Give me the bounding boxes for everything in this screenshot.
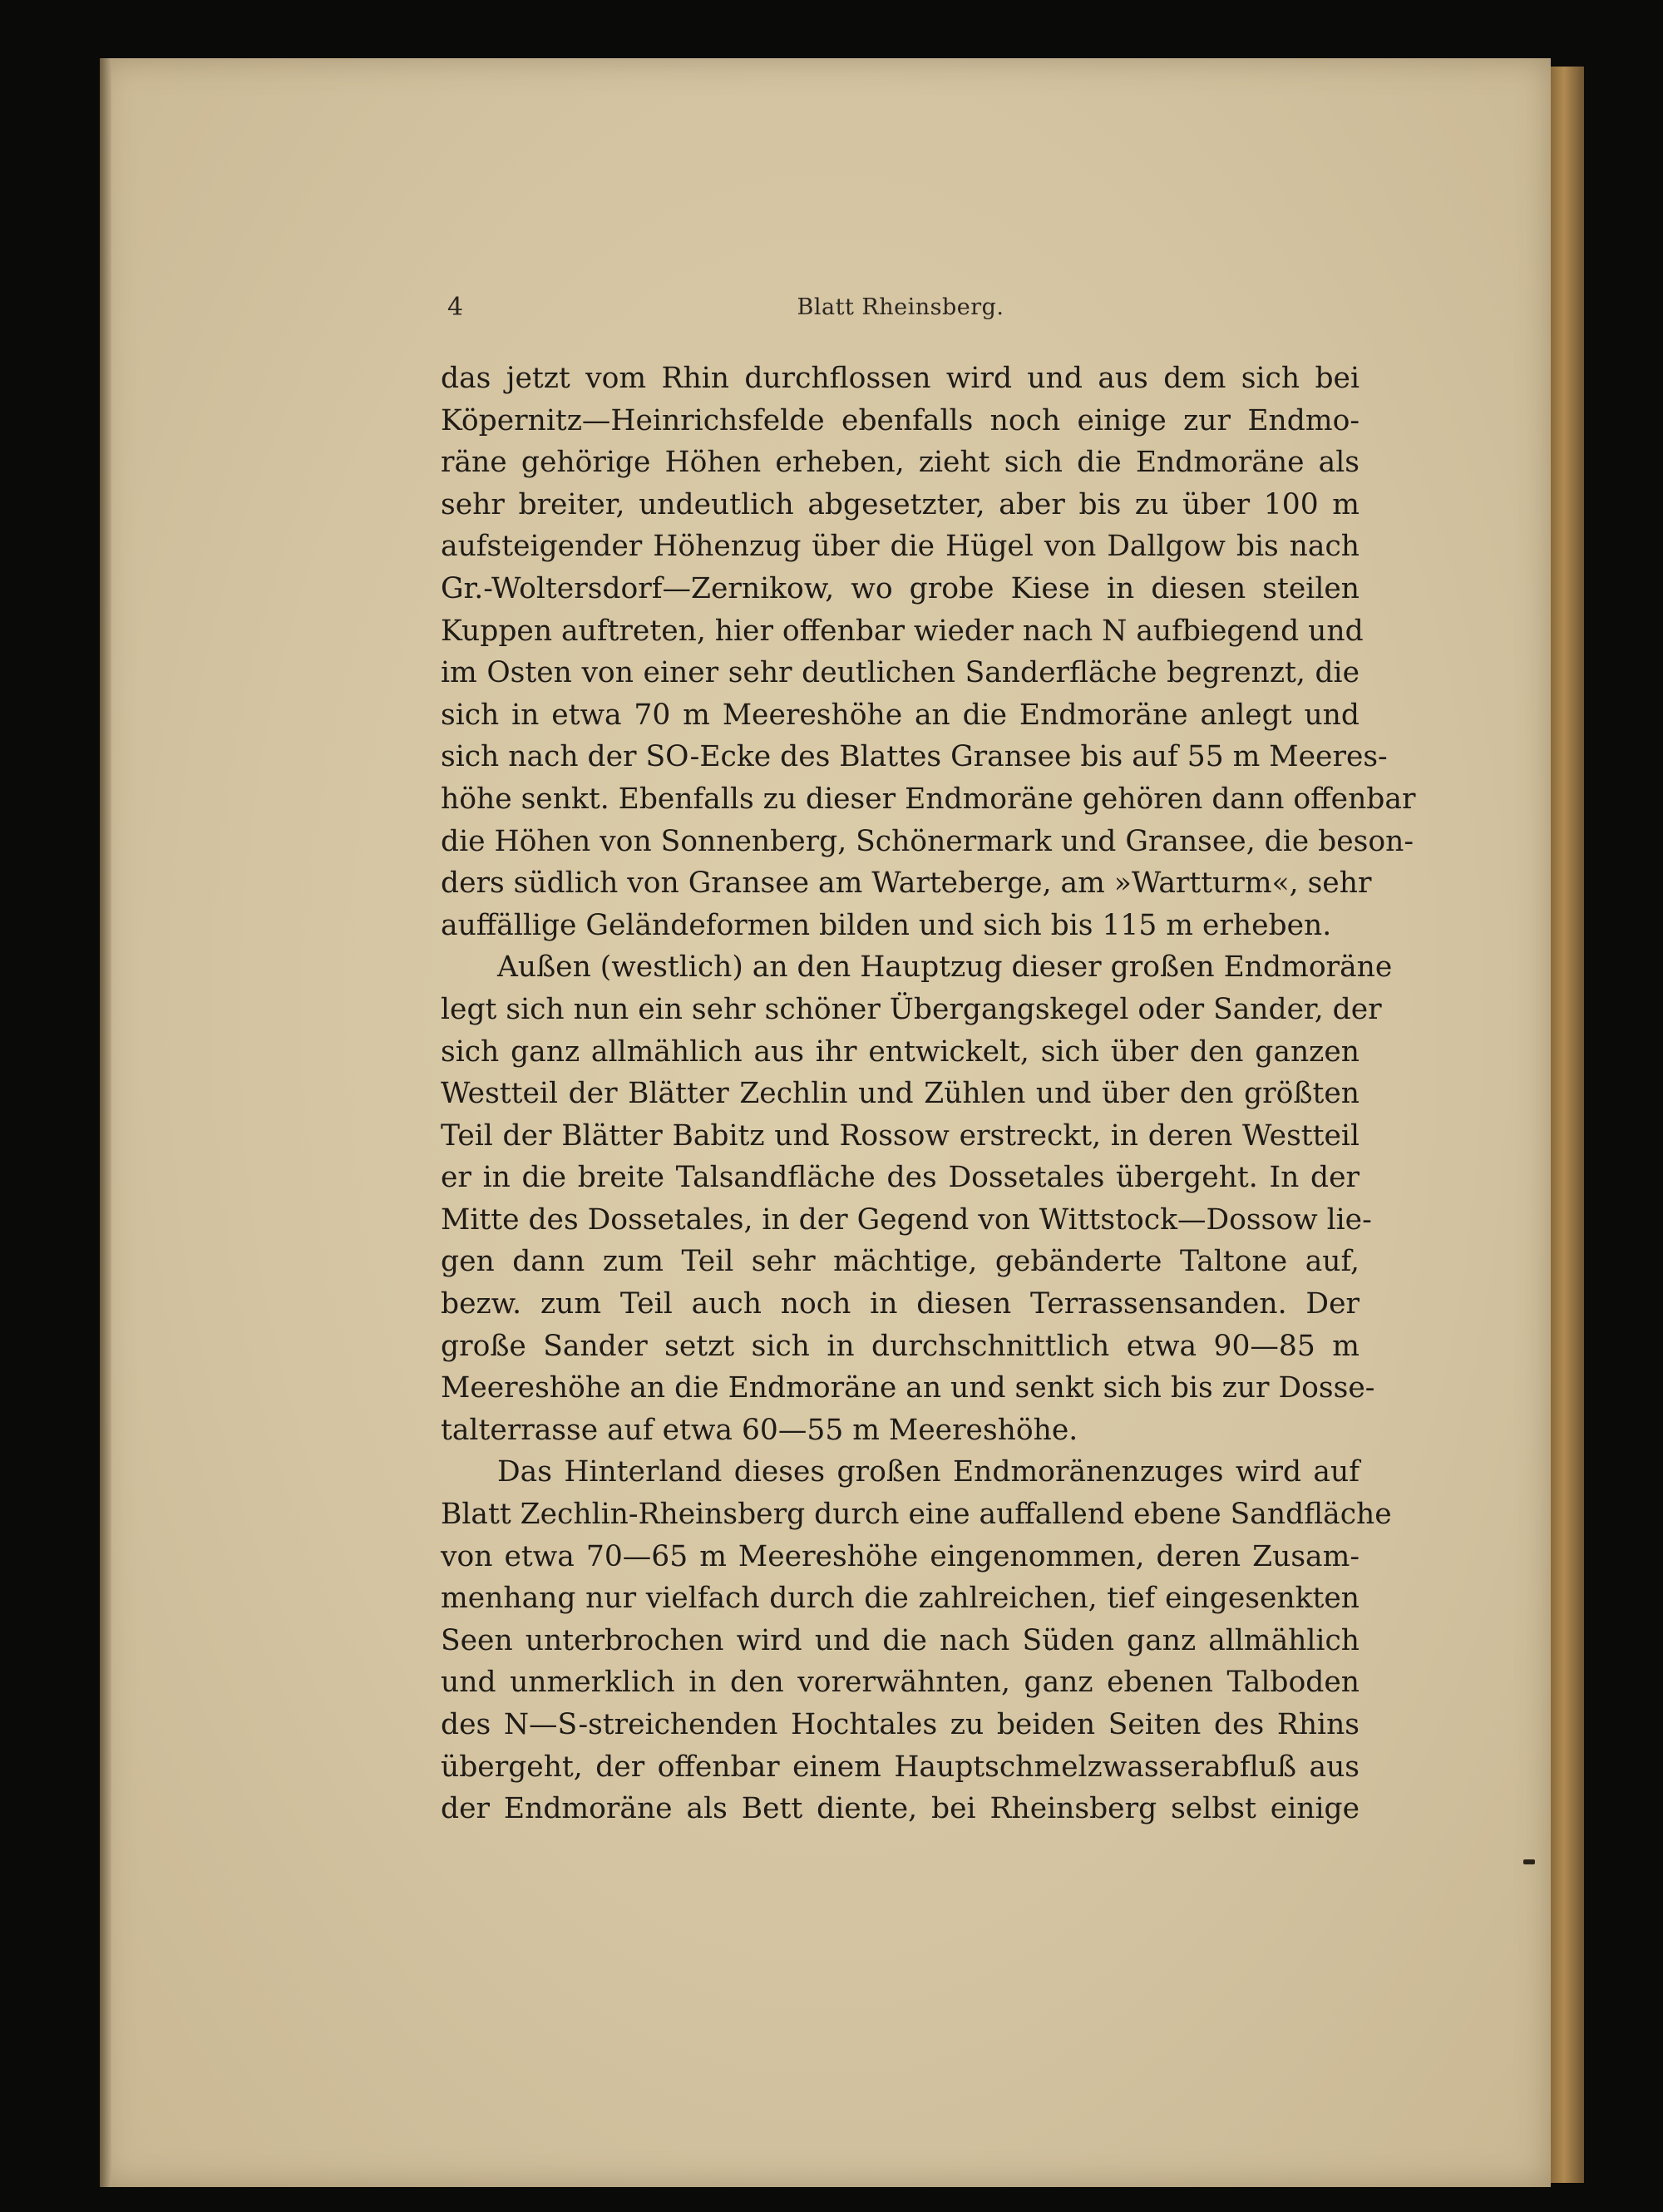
text-line: von etwa 70—65 m Meereshöhe eingenommen, deren Zusam- <box>441 1539 1360 1573</box>
text-line: auffällige Geländeformen bilden und sich bis 115 m erheben. <box>441 908 1332 942</box>
text-line: des N—S-streichenden Hochtales zu beiden Seiten des Rhins <box>441 1708 1360 1741</box>
text-line: sehr breiter, undeutlich abgesetzter, aber bis zu über 100 m <box>441 487 1360 521</box>
scan-background <box>1584 67 1663 2183</box>
text-line: große Sander setzt sich in durchschnittlich etwa 90—85 m <box>441 1329 1360 1363</box>
text-line: Westteil der Blätter Zechlin und Zühlen und über den größten <box>441 1077 1360 1111</box>
text-line: bezw. zum Teil auch noch in diesen Terrassensanden. Der <box>441 1287 1360 1321</box>
text-line: Köpernitz—Heinrichsfelde ebenfalls noch einige zur Endmo- <box>441 403 1360 437</box>
text-line: sich nach der SO-Ecke des Blattes Gransee bis auf 55 m Meeres- <box>441 740 1388 774</box>
text-line: sich in etwa 70 m Meereshöhe an die Endmoräne anlegt und <box>441 698 1360 732</box>
text-line: übergeht, der offenbar einem Hauptschmelzwasserabfluß aus <box>441 1750 1360 1784</box>
text-line: menhang nur vielfach durch die zahlreichen, tief eingesenkten <box>441 1582 1360 1616</box>
text-line: höhe senkt. Ebenfalls zu dieser Endmoräne gehören dann offenbar <box>441 782 1416 816</box>
text-line: aufsteigender Höhenzug über die Hügel von Dallgow bis nach <box>441 530 1360 564</box>
text-line: der Endmoräne als Bett diente, bei Rheinsberg selbst einige <box>441 1792 1360 1826</box>
text-line: Außen (westlich) an den Hauptzug dieser großen Endmoräne <box>497 950 1393 985</box>
text-line: talterrasse auf etwa 60—55 m Meereshöhe. <box>441 1413 1078 1447</box>
text-line: und unmerklich in den vorerwähnten, ganz ebenen Talboden <box>441 1666 1360 1700</box>
text-line: Das Hinterland dieses großen Endmoränenzuges wird auf <box>497 1455 1360 1489</box>
text-line: Meereshöhe an die Endmoräne an und senkt sich bis zur Dosse- <box>441 1371 1375 1405</box>
text-line: Gr.-Woltersdorf—Zernikow, wo grobe Kiese in diesen steilen <box>441 571 1360 605</box>
text-line: räne gehörige Höhen erheben, zieht sich die Endmoräne als <box>441 446 1360 480</box>
page-binding-edge <box>100 58 111 2187</box>
body-text <box>441 358 1416 1830</box>
text-line: gen dann zum Teil sehr mächtige, gebänderte Taltone auf, <box>441 1245 1360 1279</box>
text-line: die Höhen von Sonnenberg, Schönermark und Gransee, die beson- <box>441 824 1414 858</box>
text-line: legt sich nun ein sehr schöner Übergangskegel oder Sander, der <box>441 992 1382 1026</box>
text-line: Mitte des Dossetales, in der Gegend von Wittstock—Dossow lie- <box>441 1202 1372 1237</box>
text-line: Kuppen auftreten, hier offenbar wieder nach N aufbiegend und <box>441 614 1364 648</box>
running-header <box>439 293 1362 331</box>
text-line: Seen unterbrochen wird und die nach Süden ganz allmählich <box>441 1623 1360 1657</box>
text-line: Teil der Blätter Babitz und Rossow erstreckt, in deren Westteil <box>441 1118 1360 1153</box>
text-line: im Osten von einer sehr deutlichen Sanderfläche begrenzt, die <box>441 656 1360 690</box>
page-number: 4 <box>447 293 464 322</box>
adjacent-page-edge <box>1551 67 1584 2183</box>
header-title: Blatt Rheinsberg. <box>797 294 1004 320</box>
text-line: das jetzt vom Rhin durchflossen wird und aus dem sich bei <box>441 362 1360 395</box>
text-line: ders südlich von Gransee am Warteberge, am »Wartturm«, sehr <box>441 867 1372 901</box>
text-line: Blatt Zechlin-Rheinsberg durch eine auffallend ebene Sandfläche <box>441 1498 1392 1532</box>
text-line: er in die breite Talsandfläche des Dossetales übergeht. In der <box>441 1161 1360 1195</box>
paper-mark <box>1523 1859 1535 1864</box>
paragraph-2 <box>441 946 1393 1451</box>
text-line: sich ganz allmählich aus ihr entwickelt, sich über den ganzen <box>441 1034 1360 1069</box>
paragraph-1 <box>441 358 1416 946</box>
paragraph-3 <box>441 1451 1392 1829</box>
